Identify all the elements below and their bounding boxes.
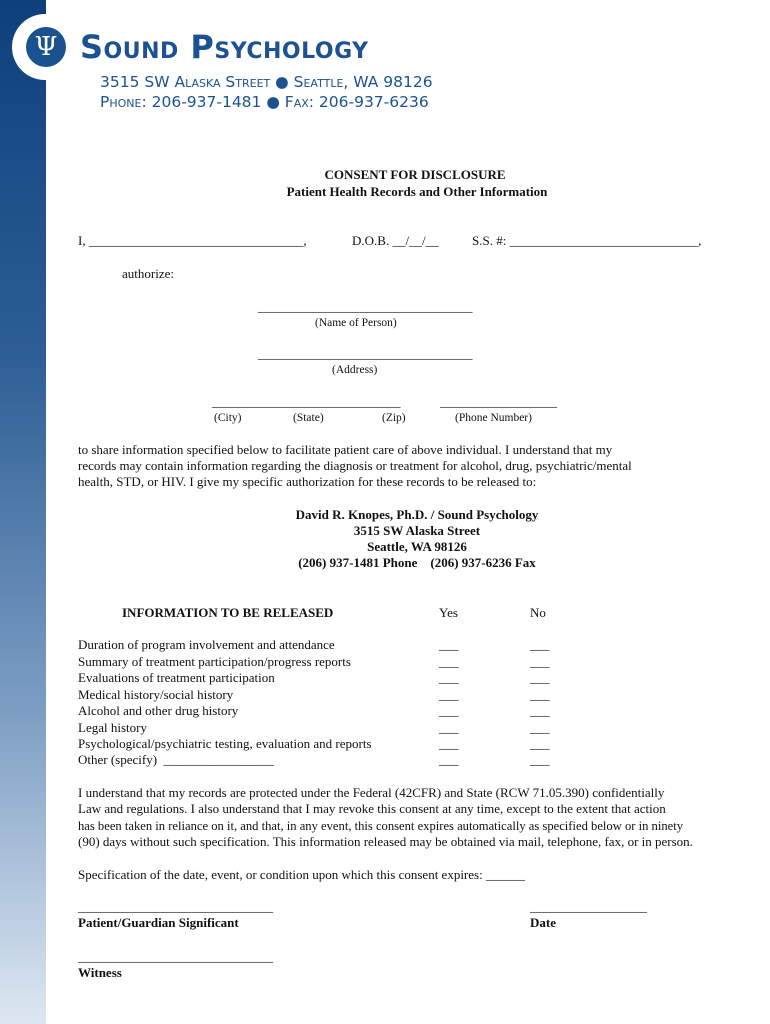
address-field[interactable]: _________________________________ [258, 346, 473, 361]
info-item-no[interactable]: ___ [530, 703, 550, 718]
person-name-label: (Name of Person) [315, 317, 397, 329]
dob-field[interactable]: D.O.B. __/__/__ [352, 233, 439, 248]
phone-number-label: (Phone Number) [455, 412, 532, 424]
info-item-label: Evaluations of treatment participation [78, 670, 275, 685]
expiry-specification[interactable]: Specification of the date, event, or condition upon which this consent expires: ______ [78, 867, 525, 882]
share-text-line: records may contain information regarding the diagnosis or treatment for alcohol, drug, psychiatric/mental [78, 458, 632, 473]
info-item-yes[interactable]: ___ [439, 752, 459, 767]
address-label: (Address) [332, 364, 378, 376]
info-item-no[interactable]: ___ [530, 687, 550, 702]
authorize-label: authorize: [122, 266, 174, 281]
ss-field[interactable]: S.S. #: _____________________________, [472, 233, 702, 248]
city-label: (City) [214, 412, 242, 424]
info-item-yes[interactable]: ___ [439, 687, 459, 702]
info-item-no[interactable]: ___ [530, 670, 550, 685]
date-label: Date [530, 915, 556, 930]
phone-number-field[interactable]: __________________ [440, 394, 557, 409]
psi-logo-icon: Ψ [26, 27, 66, 67]
form-subtitle: Patient Health Records and Other Information [286, 184, 548, 199]
understand-text-line: has been taken in reliance on it, and that, in any event, this consent expires automatically as specified below or in ninety [78, 819, 684, 833]
recipient-line: David R. Knopes, Ph.D. / Sound Psychology [295, 507, 539, 522]
info-item-label: Summary of treatment participation/progress reports [78, 654, 351, 669]
info-item-yes[interactable]: ___ [439, 703, 459, 718]
signature-label: Patient/Guardian Significant [78, 915, 239, 930]
info-item-no[interactable]: ___ [530, 720, 550, 735]
info-item-label: Duration of program involvement and attendance [78, 637, 335, 652]
city-state-zip-field[interactable]: _____________________________ [212, 394, 401, 409]
info-item-no[interactable]: ___ [530, 637, 550, 652]
state-label: (State) [293, 412, 324, 424]
info-item-yes[interactable]: ___ [439, 720, 459, 735]
info-item-no[interactable]: ___ [530, 736, 550, 751]
brand-name: Sound Psychology [80, 28, 369, 66]
info-header: INFORMATION TO BE RELEASED [122, 605, 334, 620]
signature-field[interactable]: ______________________________ [78, 899, 273, 914]
share-text-line: to share information specified below to facilitate patient care of above individual. I understand that my [78, 442, 613, 457]
info-item-label: Alcohol and other drug history [78, 703, 239, 718]
info-item-label: Psychological/psychiatric testing, evaluation and reports [78, 736, 372, 751]
understand-text-line: I understand that my records are protected under the Federal (42CFR) and State (RCW 71.05.390) confidentially [78, 785, 665, 800]
witness-field[interactable]: ______________________________ [78, 949, 273, 964]
name-field[interactable]: I, _________________________________, [78, 233, 307, 248]
share-text-line: health, STD, or HIV. I give my specific authorization for these records to be released to: [78, 474, 537, 489]
recipient-line: (206) 937-1481 Phone (206) 937-6236 Fax [298, 555, 536, 570]
witness-label: Witness [78, 965, 122, 980]
info-item-no[interactable]: ___ [530, 752, 550, 767]
info-item-yes[interactable]: ___ [439, 654, 459, 669]
recipient-line: 3515 SW Alaska Street [353, 523, 481, 538]
info-item-label: Legal history [78, 720, 147, 735]
brand-address: 3515 SW Alaska Street ● Seattle, WA 98126 [100, 73, 433, 91]
understand-text-line: (90) days without such specification. This information released may be obtained via mail, telephone, fax, or in person. [78, 834, 693, 849]
info-item-yes[interactable]: ___ [439, 736, 459, 751]
form-title: CONSENT FOR DISCLOSURE [324, 167, 506, 182]
date-field[interactable]: __________________ [530, 899, 647, 914]
info-item-label: Medical history/social history [78, 687, 234, 702]
info-item-no[interactable]: ___ [530, 654, 550, 669]
info-item-yes[interactable]: ___ [439, 670, 459, 685]
person-name-field[interactable]: _________________________________ [258, 299, 473, 314]
yes-header: Yes [439, 605, 458, 620]
recipient-line: Seattle, WA 98126 [367, 539, 467, 554]
info-item-label[interactable]: Other (specify) _________________ [78, 752, 275, 767]
info-item-yes[interactable]: ___ [439, 637, 459, 652]
zip-label: (Zip) [382, 412, 406, 424]
understand-text-line: Law and regulations. I also understand that I may revoke this consent at any time, except to the extent that action [78, 801, 666, 816]
brand-contact: Phone: 206-937-1481 ● Fax: 206-937-6236 [100, 93, 429, 111]
no-header: No [530, 605, 546, 620]
